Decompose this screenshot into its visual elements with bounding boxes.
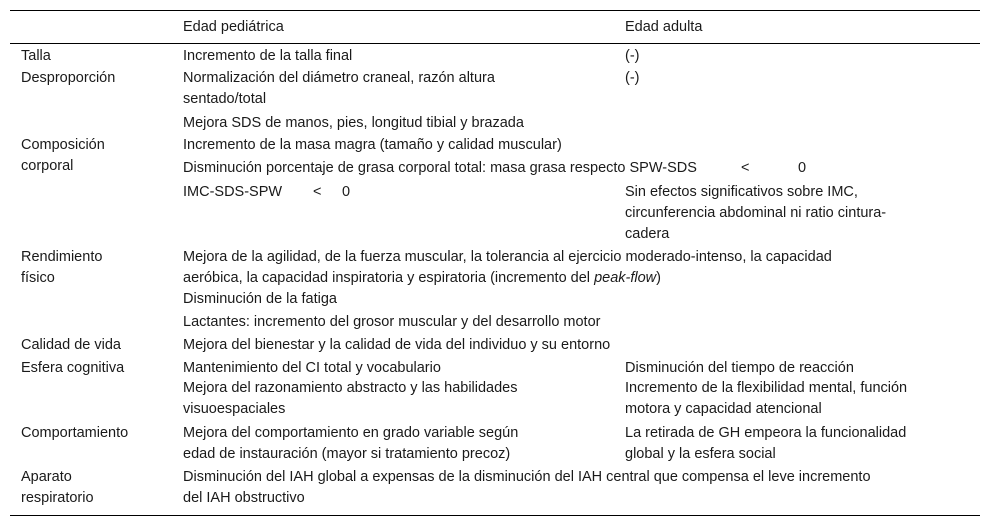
cell-rendimiento-text-cont bbox=[183, 268, 661, 289]
cell-comportamiento-adult-cont: global y la esfera social bbox=[625, 446, 776, 462]
cell-composicion-ped3: IMC-SDS-SPW bbox=[183, 184, 283, 200]
cell-cognitiva-adult1: Disminución del tiempo de reacción bbox=[625, 360, 854, 376]
rendimiento-text-part-a: aeróbica, la capacidad inspiratoria y espiratoria (incremento del bbox=[183, 270, 595, 286]
cell-composicion-ped1: Incremento de la masa magra (tamaño y calidad muscular) bbox=[183, 137, 562, 153]
cell-desproporcion-adult: (-) bbox=[625, 70, 640, 86]
cell-desproporcion-ped1: Normalización del diámetro craneal, razón altura bbox=[183, 70, 495, 86]
cell-rendimiento-text: Mejora de la agilidad, de la fuerza muscular, la tolerancia al ejercicio moderado-intenso, la capacidad bbox=[183, 249, 832, 265]
cell-cognitiva-ped2: Mejora del razonamiento abstracto y las habilidades bbox=[183, 380, 518, 396]
table-bottom-rule bbox=[10, 515, 980, 516]
row-label-rendimiento-cont: físico bbox=[21, 270, 55, 286]
header-pediatric: Edad pediátrica bbox=[183, 19, 284, 35]
cell-composicion-ped3-op: < bbox=[313, 184, 322, 200]
cell-composicion-ped3-val: 0 bbox=[342, 184, 351, 200]
cell-calidad-text: Mejora del bienestar y la calidad de vida del individuo y su entorno bbox=[183, 337, 611, 353]
header-adult: Edad adulta bbox=[625, 19, 703, 35]
rendimiento-text-italic: peak-flow bbox=[594, 270, 657, 286]
row-label-cognitiva: Esfera cognitiva bbox=[21, 360, 125, 376]
table-top-rule bbox=[10, 10, 980, 11]
cell-respiratorio-text: Disminución del IAH global a expensas de la disminución del IAH central que compensa el leve incremento bbox=[183, 469, 871, 485]
cell-composicion-ped2-val: 0 bbox=[798, 160, 807, 176]
row-label-rendimiento: Rendimiento bbox=[21, 249, 103, 265]
cell-comportamiento-ped-cont: edad de instauración (mayor si tratamiento precoz) bbox=[183, 446, 511, 462]
row-label-composicion-cont: corporal bbox=[21, 158, 74, 174]
row-label-calidad: Calidad de vida bbox=[21, 337, 121, 353]
cell-cognitiva-adult2: Incremento de la flexibilidad mental, función bbox=[625, 380, 908, 396]
cell-composicion-adult-cont: circunferencia abdominal ni ratio cintura- bbox=[625, 205, 887, 221]
cell-comportamiento-ped: Mejora del comportamiento en grado variable según bbox=[183, 425, 519, 441]
cell-talla-ped: Incremento de la talla final bbox=[183, 48, 353, 64]
cell-rendimiento-text2: Disminución de la fatiga bbox=[183, 291, 337, 307]
row-label-respiratorio: Aparato bbox=[21, 469, 72, 485]
cell-comportamiento-adult: La retirada de GH empeora la funcionalidad bbox=[625, 425, 907, 441]
cell-talla-adult: (-) bbox=[625, 48, 640, 64]
rendimiento-text-part-b: ) bbox=[656, 270, 661, 286]
row-label-talla: Talla bbox=[21, 48, 51, 64]
cell-composicion-adult: Sin efectos significativos sobre IMC, bbox=[625, 184, 858, 200]
cell-desproporcion-ped1-cont: sentado/total bbox=[183, 91, 267, 107]
cell-rendimiento-text3: Lactantes: incremento del grosor muscular y del desarrollo motor bbox=[183, 314, 601, 330]
row-label-desproporcion: Desproporción bbox=[21, 70, 116, 86]
cell-composicion-ped2: Disminución porcentaje de grasa corporal total: masa grasa respecto SPW-SDS bbox=[183, 160, 697, 176]
cell-respiratorio-text-cont: del IAH obstructivo bbox=[183, 490, 305, 506]
cell-cognitiva-ped2-cont: visuoespaciales bbox=[183, 401, 286, 417]
cell-composicion-ped2-op: < bbox=[741, 160, 750, 176]
row-label-respiratorio-cont: respiratorio bbox=[21, 490, 94, 506]
row-label-composicion: Composición bbox=[21, 137, 105, 153]
row-label-comportamiento: Comportamiento bbox=[21, 425, 129, 441]
cell-desproporcion-ped2: Mejora SDS de manos, pies, longitud tibial y brazada bbox=[183, 115, 524, 131]
table-header-rule bbox=[10, 43, 980, 44]
cell-cognitiva-adult2-cont: motora y capacidad atencional bbox=[625, 401, 822, 417]
cell-cognitiva-ped1: Mantenimiento del CI total y vocabulario bbox=[183, 360, 441, 376]
cell-composicion-adult-cont2: cadera bbox=[625, 226, 670, 242]
